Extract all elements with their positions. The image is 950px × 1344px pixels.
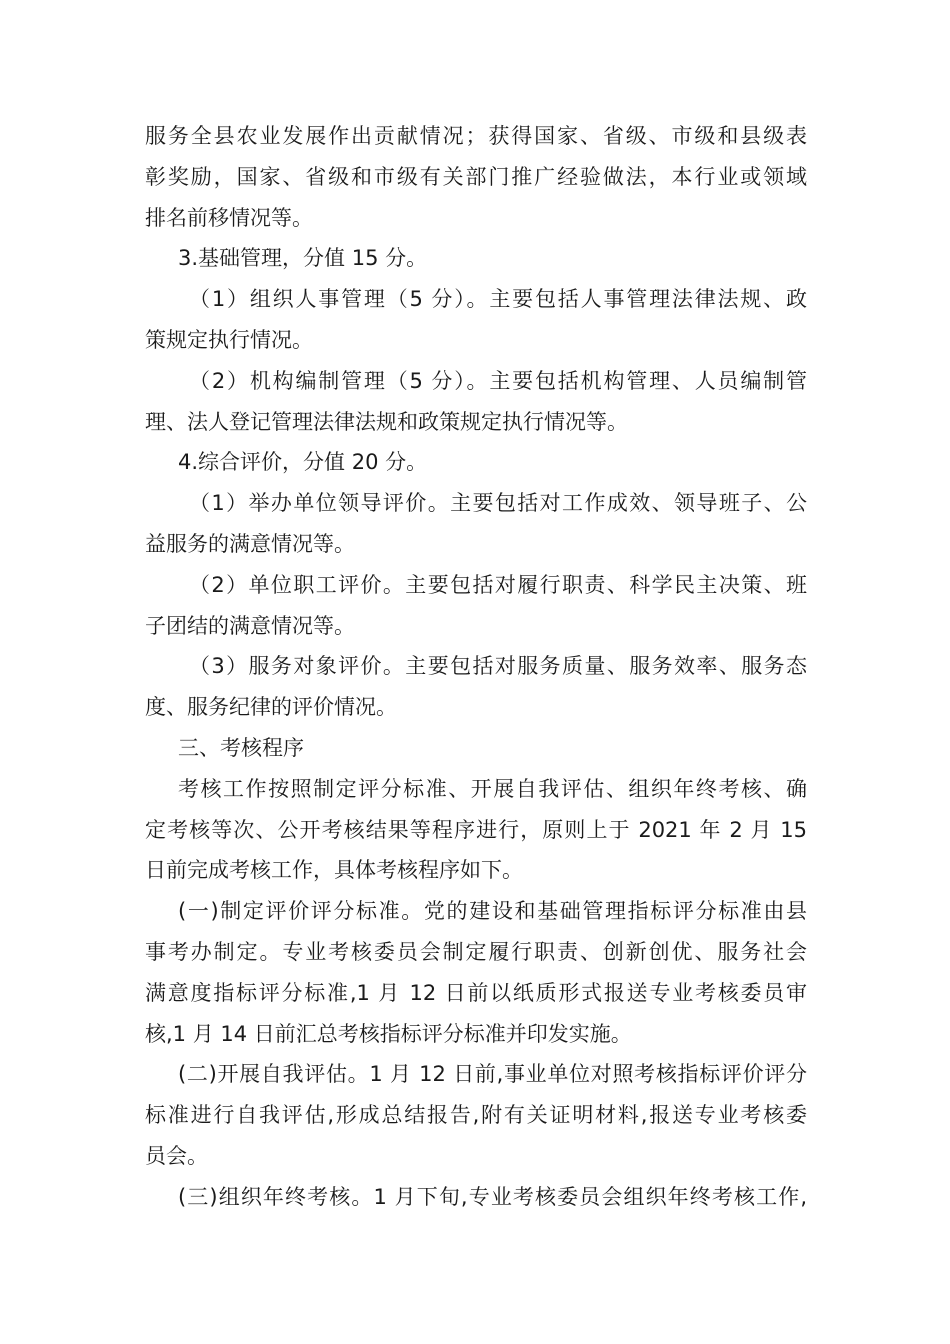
text-line: 考核工作按照制定评分标准、开展自我评估、组织年终考核、确 xyxy=(178,776,807,801)
text-line: (一)制定评价评分标准。党的建设和基础管理指标评分标准由县 xyxy=(178,899,807,924)
text-line: 事考办制定。专业考核委员会制定履行职责、创新创优、服务社会 xyxy=(145,939,807,964)
text-line: 策规定执行情况。 xyxy=(145,327,313,352)
section-heading: 4.综合评价，分值 20 分。 xyxy=(178,450,428,475)
text-line: （1）举办单位领导评价。主要包括对工作成效、领导班子、公 xyxy=(189,491,807,516)
text-line: （1）组织人事管理（5 分）。主要包括人事管理法律法规、政 xyxy=(189,287,807,312)
text-line: 标准进行自我评估,形成总结报告,附有关证明材料,报送专业考核委 xyxy=(145,1103,807,1128)
text-line: 服务全县农业发展作出贡献情况；获得国家、省级、市级和县级表 xyxy=(145,124,807,148)
text-line: 满意度指标评分标准,1 月 12 日前以纸质形式报送专业考核委员审 xyxy=(145,980,807,1005)
text-line: (二)开展自我评估。1 月 12 日前,事业单位对照考核指标评价评分 xyxy=(178,1062,807,1087)
text-line: (三)组织年终考核。1 月下旬,专业考核委员会组织年终考核工作, xyxy=(178,1184,807,1209)
text-line: 员会。 xyxy=(145,1143,208,1168)
text-line: 益服务的满意情况等。 xyxy=(145,531,355,556)
text-line: 日前完成考核工作，具体考核程序如下。 xyxy=(145,858,523,883)
section-heading: 3.基础管理，分值 15 分。 xyxy=(178,246,428,271)
text-line: 排名前移情况等。 xyxy=(145,205,313,230)
text-line: 核,1 月 14 日前汇总考核指标评分标准并印发实施。 xyxy=(145,1021,632,1046)
text-line: 定考核等次、公开考核结果等程序进行，原则上于 2021 年 2 月 15 xyxy=(145,817,807,842)
text-line: （2）单位职工评价。主要包括对履行职责、科学民主决策、班 xyxy=(189,572,807,597)
text-line: （3）服务对象评价。主要包括对服务质量、服务效率、服务态 xyxy=(189,654,807,679)
text-line: （2）机构编制管理（5 分）。主要包括机构管理、人员编制管 xyxy=(189,368,807,393)
text-line: 度、服务纪律的评价情况。 xyxy=(145,695,397,720)
text-line: 理、法人登记管理法律法规和政策规定执行情况等。 xyxy=(145,409,628,434)
document-body xyxy=(145,116,807,1218)
section-heading: 三、考核程序 xyxy=(178,735,304,760)
text-line: 子团结的满意情况等。 xyxy=(145,613,355,638)
text-line: 彰奖励，国家、省级和市级有关部门推广经验做法，本行业或领域 xyxy=(145,164,807,189)
